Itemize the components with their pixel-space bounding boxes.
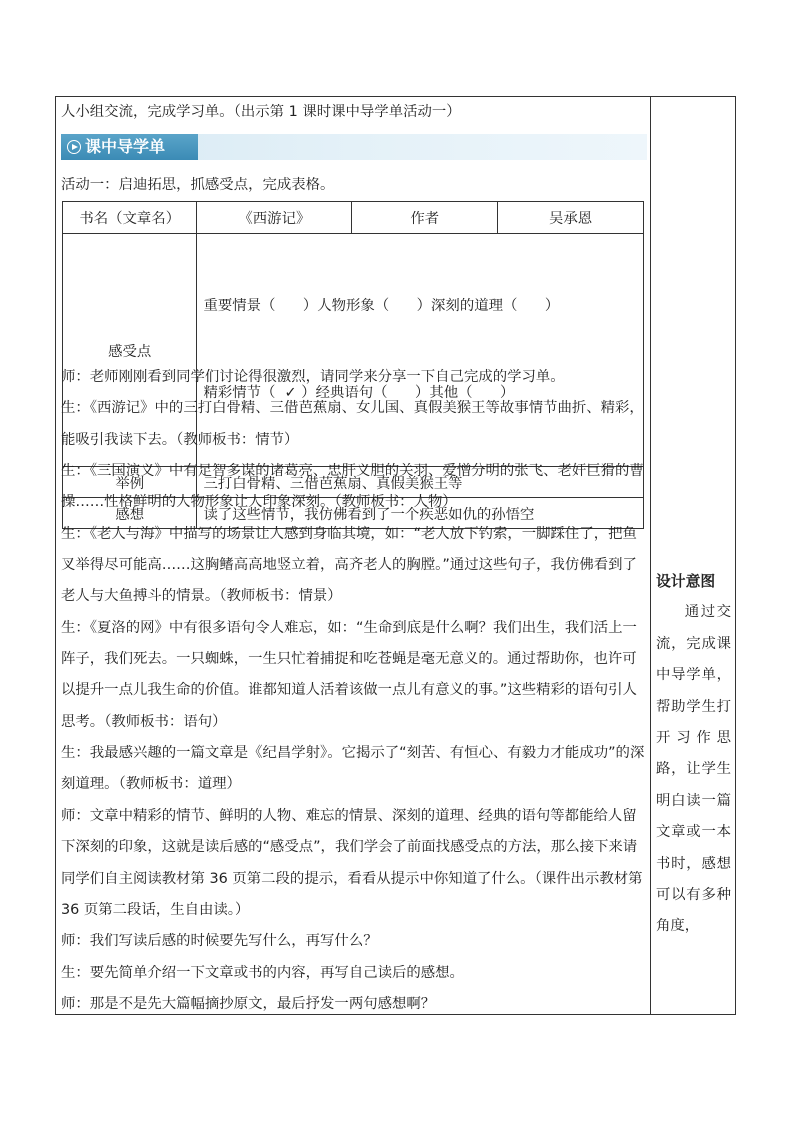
thought-label: 感想 <box>63 498 197 529</box>
design-intent-column <box>656 566 731 943</box>
main-column <box>61 96 646 129</box>
banner-tab <box>61 134 198 160</box>
feeling-line-1: 重要情景（ ）人物形象（ ）深刻的道理（ ） <box>203 298 560 314</box>
design-intent-title: 设计意图 <box>656 573 716 590</box>
book-value: 《西游记》 <box>197 202 352 234</box>
section-banner <box>61 134 647 160</box>
dialogue-section <box>61 362 646 1020</box>
dialogue-paragraph: 师：文章中精彩的情节、鲜明的人物、难忘的情景、深刻的道理、经典的语句等都能给人留下深刻的印象，这就是读后感的“感受点”，我们学会了前面找感受点的方法，那么接下来请同学们自主阅读教材第 36 页第二段的提示，看看从提示中你知道了什么。（课件出示教材第 36 页第二段话，生自由读。） <box>61 807 643 918</box>
dialogue-paragraph: 生：要先简单介绍一下文章或书的内容，再写自己读后的感想。 <box>61 964 464 981</box>
example-value: 三打白骨精、三借芭蕉扇、真假美猴王等 <box>197 467 644 498</box>
banner-title: 课中导学单 <box>85 137 166 156</box>
table-row <box>63 202 644 234</box>
design-intent-text: 通过交流，完成课中导学单，帮助学生打开习作思路，让学生明白读一篇文章或一本书时，感想可以有多种角度， <box>656 604 731 935</box>
thought-value: 读了这些情节，我仿佛看到了一个疾恶如仇的孙悟空 <box>197 498 644 529</box>
dialogue-paragraph: 师：我们写读后感的时候要先写什么，再写什么？ <box>61 933 378 950</box>
dialogue-paragraph: 生：《三国演义》中有足智多谋的诸葛亮、忠肝义胆的关羽、爱憎分明的张飞、老奸巨猾的曹操……性格鲜明的人物形象让人印象深刻。（教师板书：人物） <box>61 463 644 511</box>
dialogue-paragraph: 生：《西游记》中的三打白骨精、三借芭蕉扇、女儿国、真假美猴王等故事情节曲折、精彩，能吸引我读下去。（教师板书：情节） <box>61 400 644 448</box>
intro-line: 人小组交流，完成学习单。（出示第 1 课时课中导学单活动一） <box>61 104 461 120</box>
dialogue-paragraph: 生：《夏洛的网》中有很多语句令人难忘，如：“生命到底是什么啊？我们出生，我们活上一阵子，我们死去。一只蜘蛛，一生只忙着捕捉和吃苍蝇是毫无意义的。通过帮助你，也许可以提升一点儿我生命的价值。谁都知道人活着该做一点儿有意义的事。”这些精彩的语句引人思考。（教师板书：语句） <box>61 619 637 730</box>
column-divider <box>650 96 651 1015</box>
book-label: 书名（文章名） <box>63 202 197 234</box>
example-label: 举例 <box>63 467 197 498</box>
feeling-label: 感受点 <box>63 234 197 467</box>
feeling-line-2: 精彩情节（ ✓ ）经典语句（ ）其他（ ） <box>203 385 515 401</box>
dialogue-paragraph: 师：那是不是先大篇幅摘抄原文，最后抒发一两句感想啊？ <box>61 995 436 1012</box>
activity-title: 活动一：启迪拓思，抓感受点，完成表格。 <box>61 177 335 193</box>
author-value: 吴承恩 <box>498 202 644 234</box>
dialogue-paragraph: 师：老师刚刚看到同学们讨论得很激烈，请同学来分享一下自己完成的学习单。 <box>61 369 565 385</box>
author-label: 作者 <box>352 202 498 234</box>
play-circle-icon <box>67 140 81 154</box>
dialogue-paragraph: 生：《老人与海》中描写的场景让人感到身临其境，如：“老人放下钓索，一脚踩住了，把鱼叉举得尽可能高……这胸鳍高高地竖立着，高齐老人的胸膛。”通过这些句子，我仿佛看到了老人与大鱼搏斗的情景。（教师板书：情景） <box>61 525 637 605</box>
dialogue-paragraph: 生：我最感兴趣的一篇文章是《纪昌学射》。它揭示了“刻苦、有恒心、有毅力才能成功”的深刻道理。（教师板书：道理） <box>61 745 645 793</box>
